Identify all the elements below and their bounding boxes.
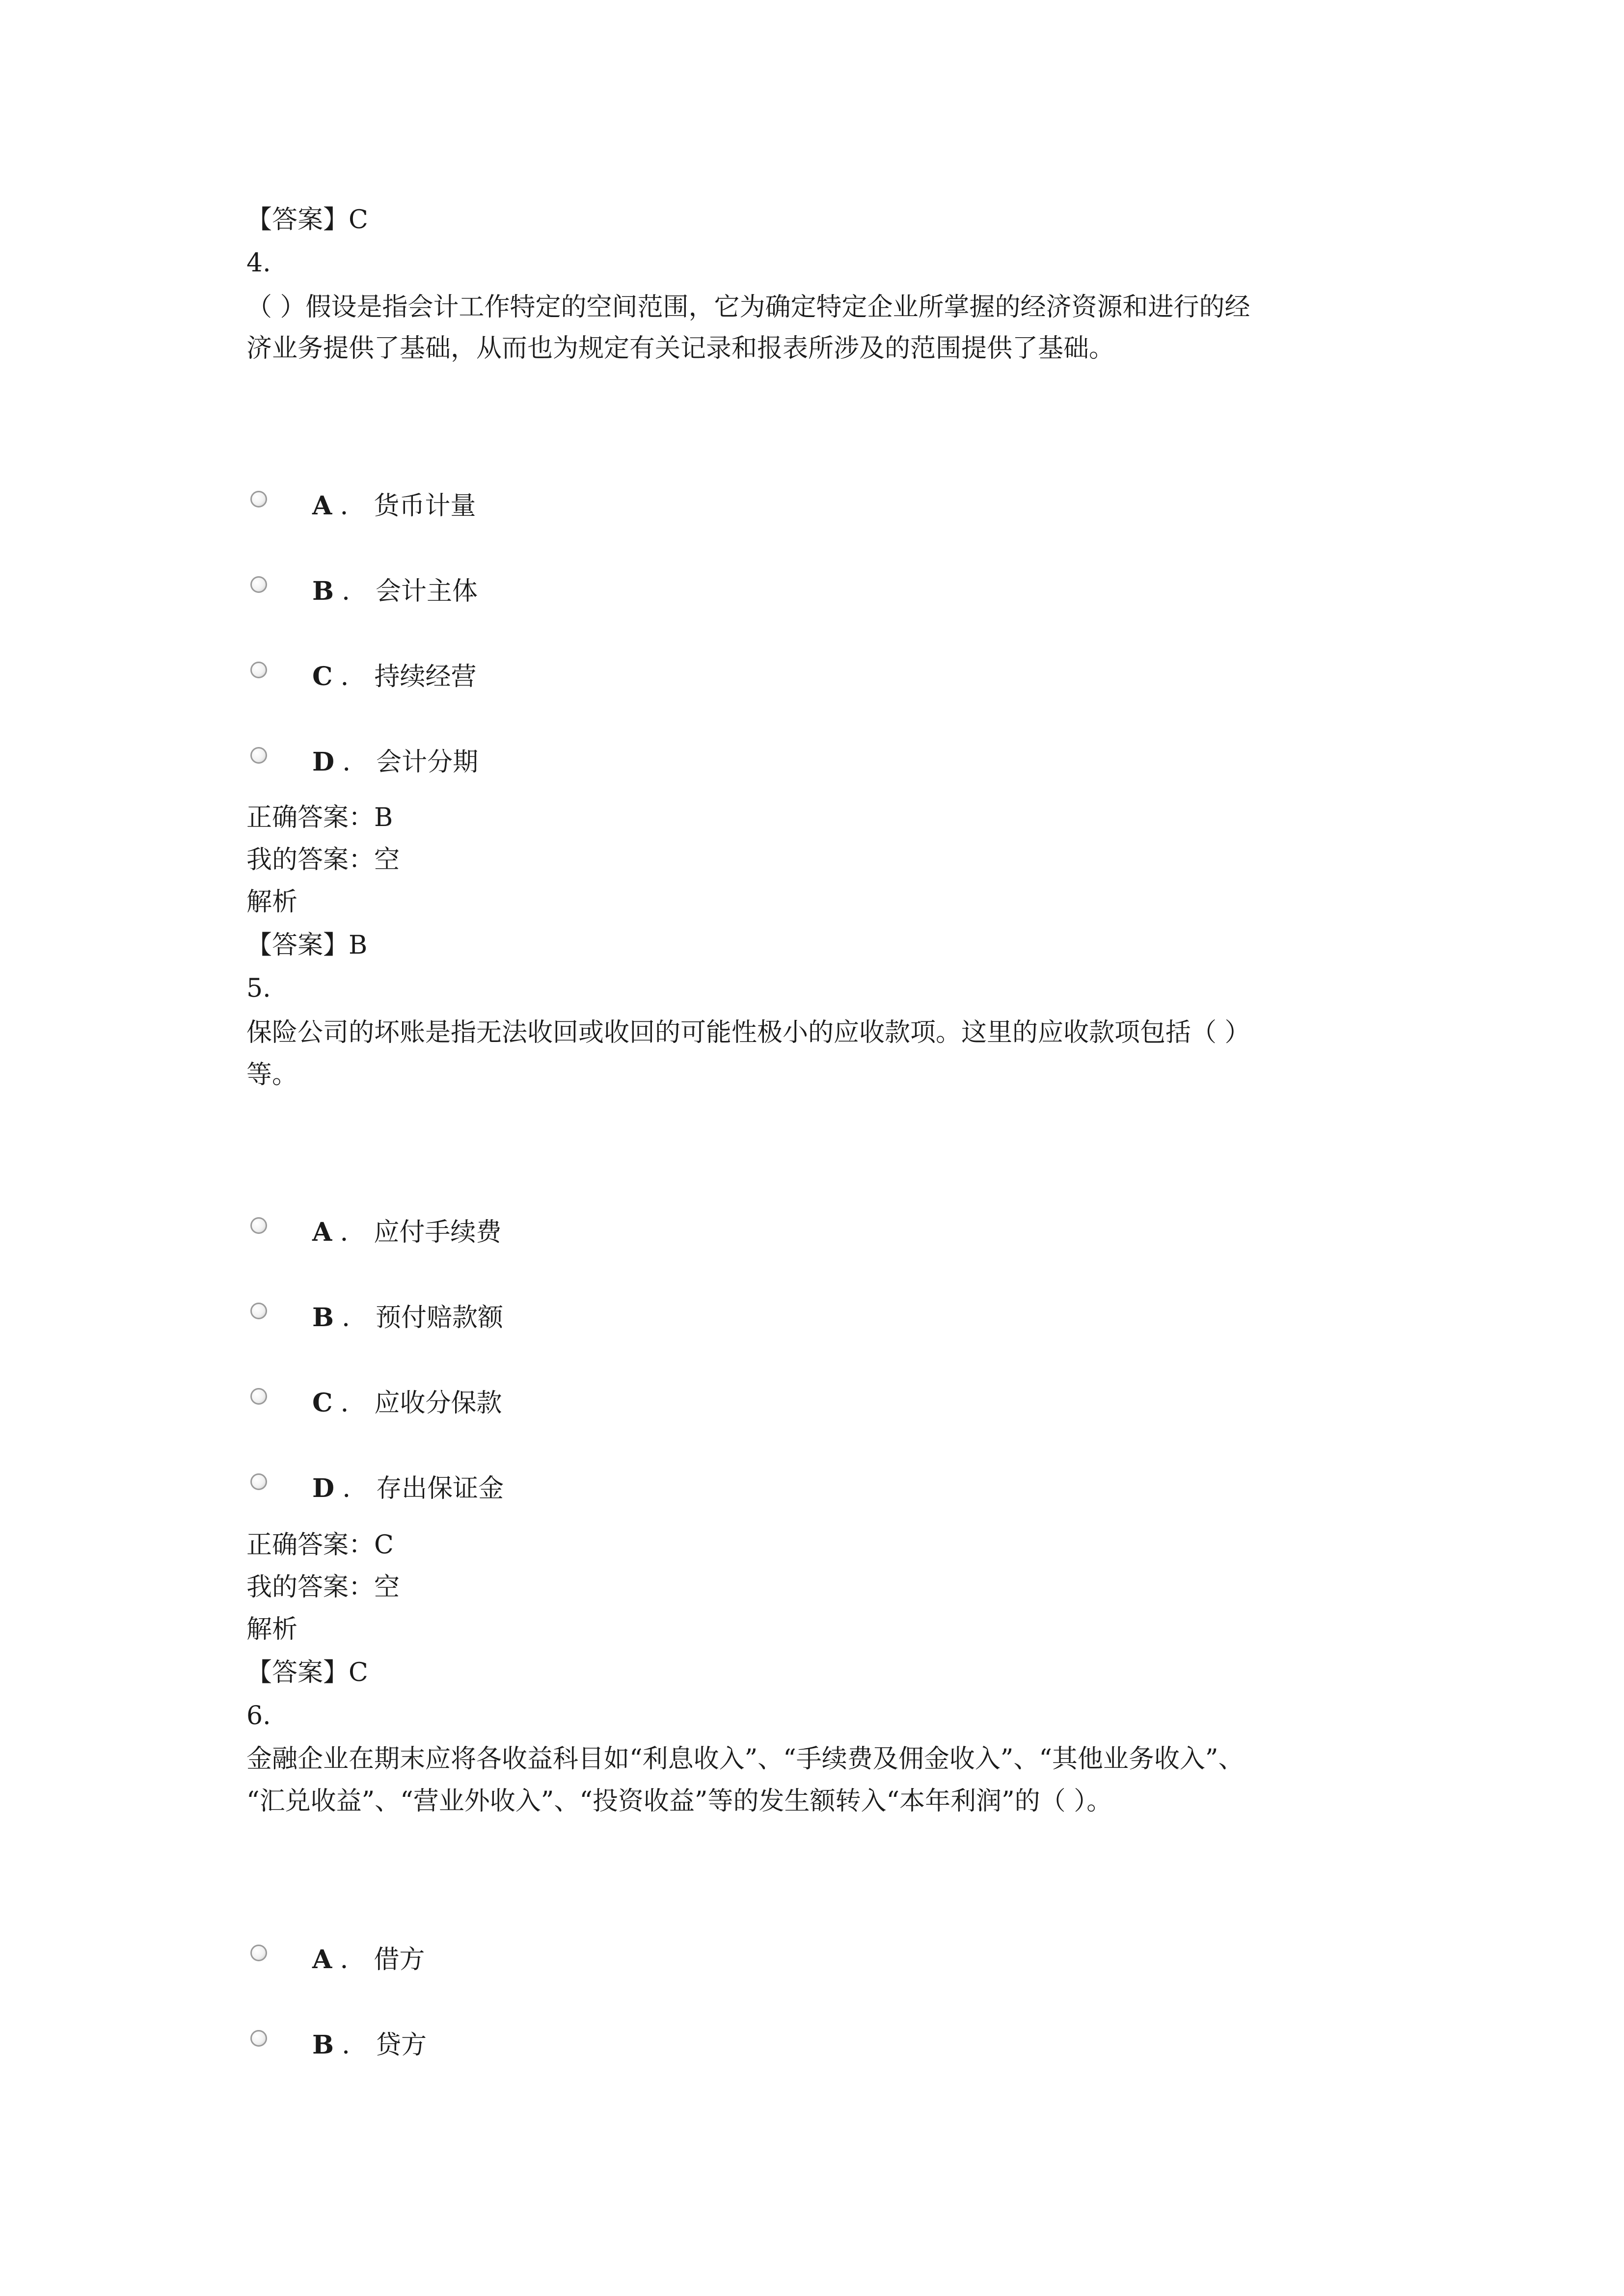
my-answer-text: 我的答案：空 <box>246 845 400 875</box>
question-number: 5. <box>246 974 271 1003</box>
question-stem-line: “汇兑收益”、“营业外收入”、“投资收益”等的发生额转入“本年利润”的（ ）。 <box>246 1787 1112 1816</box>
option-label: C ． 应收分保款 <box>312 1388 502 1418</box>
radio-button[interactable] <box>250 1388 267 1405</box>
radio-button[interactable] <box>250 1217 267 1234</box>
option-label: B ． 预付赔款额 <box>312 1303 504 1333</box>
option-c[interactable] <box>250 660 476 694</box>
my-answer-text: 我的答案：空 <box>246 1573 400 1602</box>
prev-answer-text: 【答案】C <box>246 205 368 235</box>
option-label: B ． 贷方 <box>312 2030 427 2060</box>
option-b[interactable] <box>250 2028 427 2062</box>
answer-text: 【答案】C <box>246 1658 368 1687</box>
option-d[interactable] <box>250 1471 504 1506</box>
radio-button[interactable] <box>250 1945 267 1961</box>
radio-button[interactable] <box>250 491 267 507</box>
radio-button[interactable] <box>250 1473 267 1490</box>
option-label: D ． 会计分期 <box>312 747 479 777</box>
radio-button[interactable] <box>250 747 267 764</box>
option-a[interactable] <box>250 1215 501 1250</box>
question-stem-line: 保险公司的坏账是指无法收回或收回的可能性极小的应收款项。这里的应收款项包括（ ） <box>246 1018 1250 1047</box>
radio-button[interactable] <box>250 576 267 593</box>
question-stem-line: （ ）假设是指会计工作特定的空间范围，它为确定特定企业所掌握的经济资源和进行的经 <box>246 293 1250 322</box>
correct-answer-text: 正确答案：B <box>246 803 393 832</box>
radio-button[interactable] <box>250 2030 267 2047</box>
option-d[interactable] <box>250 745 478 779</box>
question-number: 4. <box>246 248 271 278</box>
option-b[interactable] <box>250 574 478 609</box>
option-c[interactable] <box>250 1386 502 1420</box>
option-label: A ． 货币计量 <box>312 491 476 521</box>
option-label: D ． 存出保证金 <box>312 1473 504 1503</box>
option-label: A ． 应付手续费 <box>312 1217 502 1247</box>
option-label: B ． 会计主体 <box>312 576 478 606</box>
option-label: C ． 持续经营 <box>312 662 477 692</box>
question-stem-line: 等。 <box>246 1060 298 1090</box>
answer-text: 【答案】B <box>246 931 368 960</box>
question-stem-line: 金融企业在期末应将各收益科目如“利息收入”、“手续费及佣金收入”、“其他业务收入”、 <box>246 1744 1244 1774</box>
radio-button[interactable] <box>250 1303 267 1319</box>
analysis-label: 解析 <box>246 1615 298 1644</box>
option-a[interactable] <box>250 489 476 523</box>
analysis-label: 解析 <box>246 887 298 917</box>
option-b[interactable] <box>250 1301 503 1335</box>
radio-button[interactable] <box>250 662 267 678</box>
question-number: 6. <box>246 1701 271 1731</box>
question-stem-line: 济业务提供了基础，从而也为规定有关记录和报表所涉及的范围提供了基础。 <box>246 334 1115 363</box>
option-label: A ． 借方 <box>312 1945 425 1975</box>
correct-answer-text: 正确答案：C <box>246 1530 394 1560</box>
option-a[interactable] <box>250 1943 425 1977</box>
